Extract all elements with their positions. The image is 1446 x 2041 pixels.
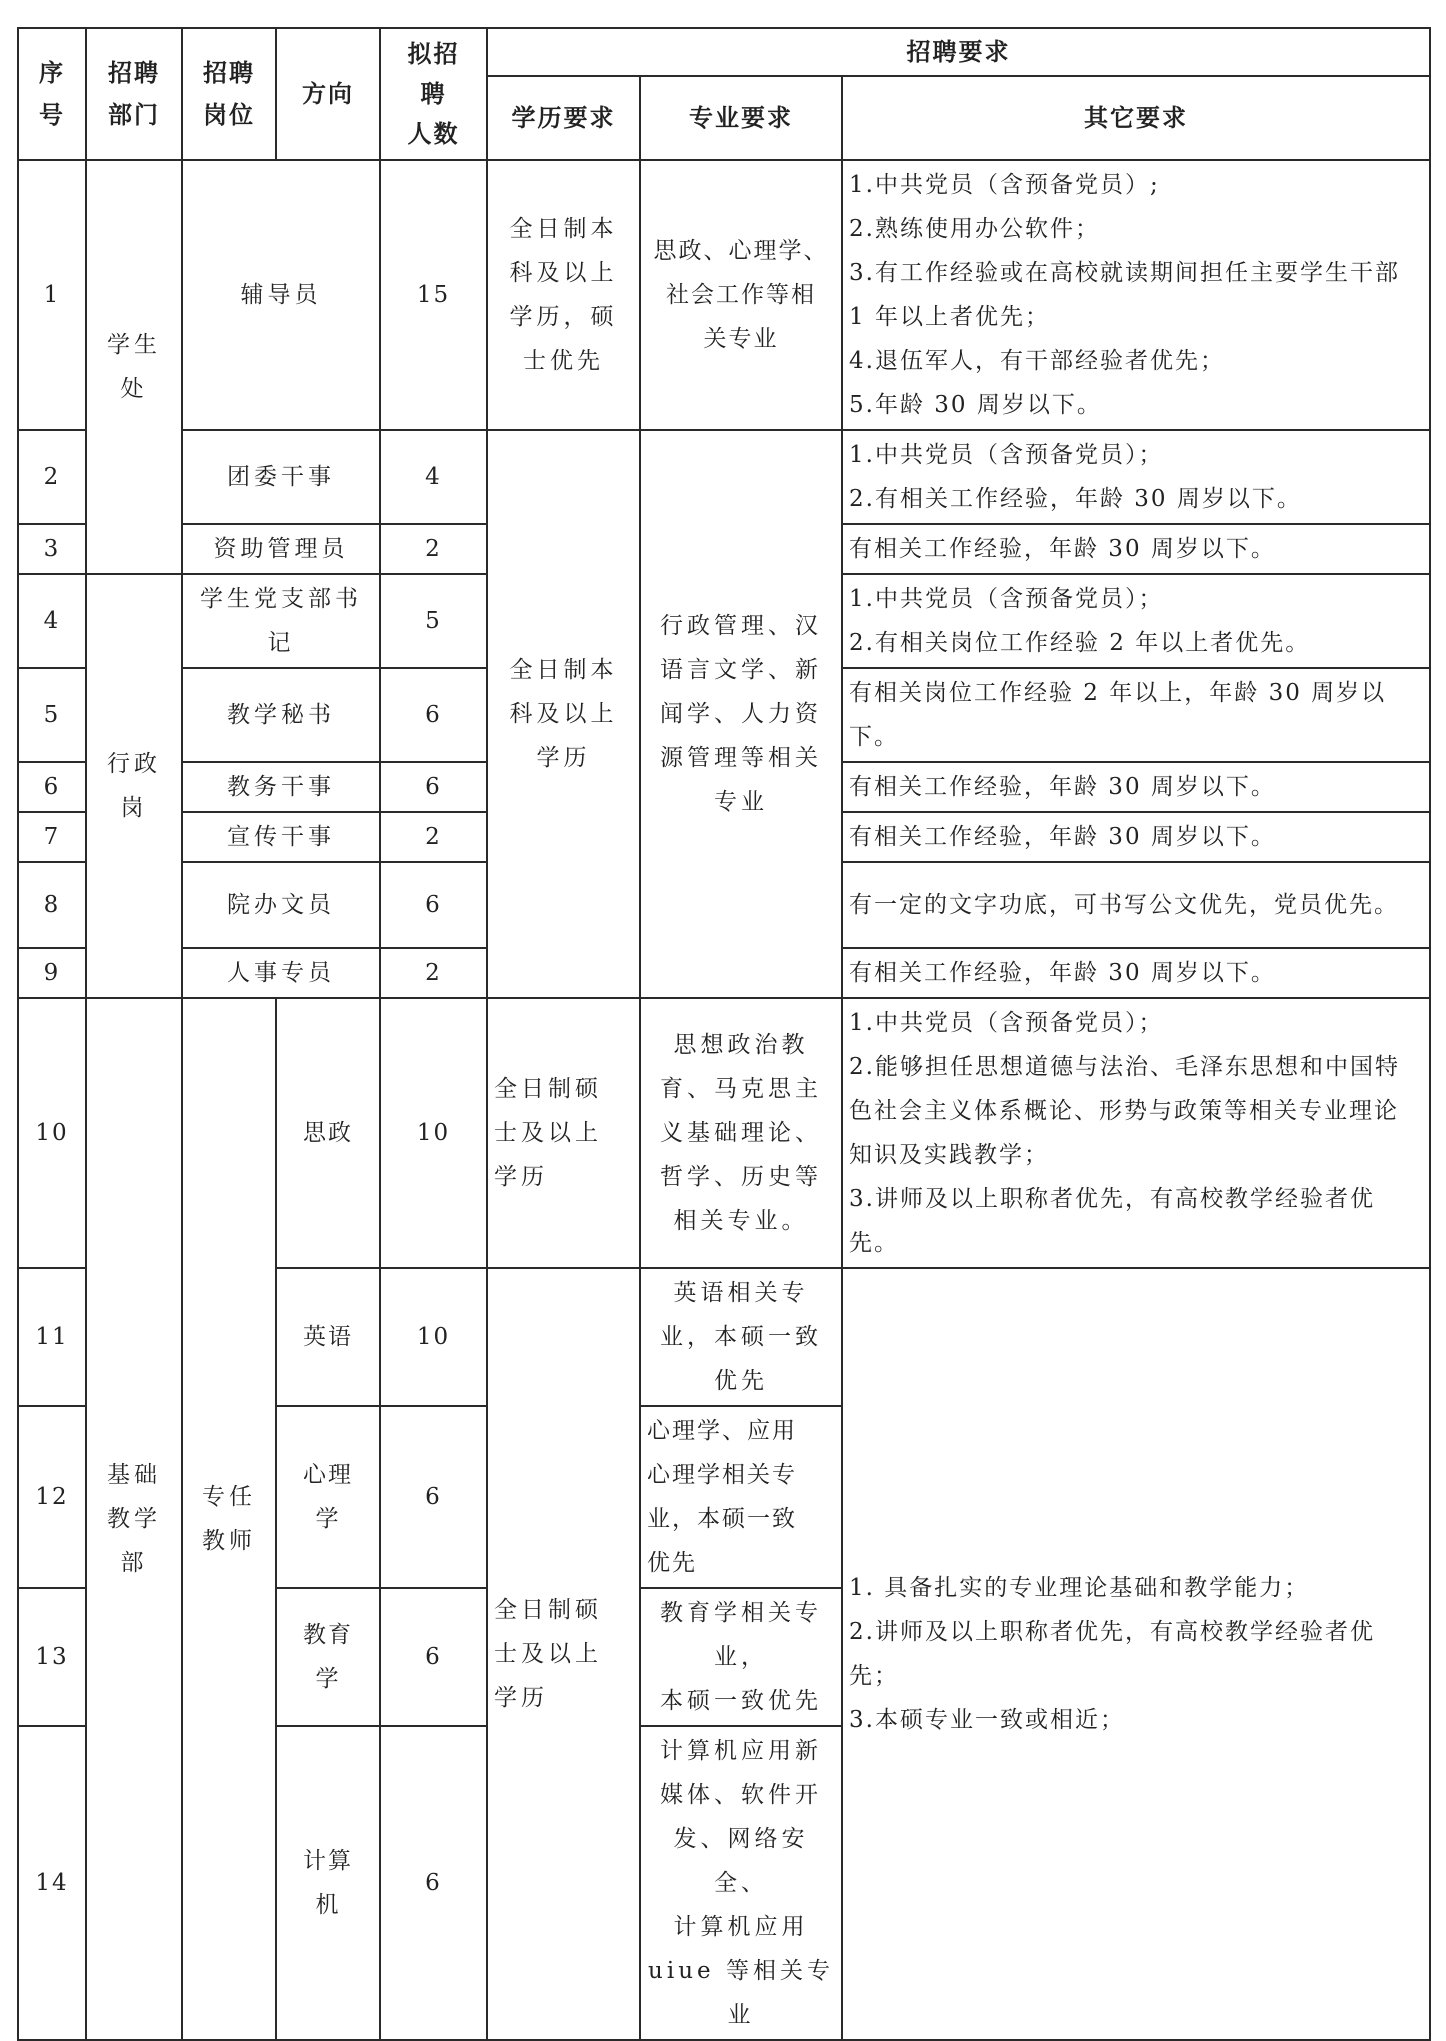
row-no: 8 xyxy=(18,862,86,948)
row-other: 1.中共党员（含预备党员）； 2.能够担任思想道德与法治、毛泽东思想和中国特色社会主义体系概论、形势与政策等相关专业理论知识及实践教学； 3.讲师及以上职称者优先，有高校教学经验者优先。 xyxy=(842,998,1430,1268)
header-major: 专业要求 xyxy=(640,76,842,160)
row-no: 14 xyxy=(18,1726,86,2040)
other-11-14: 1. 具备扎实的专业理论基础和教学能力； 2.讲师及以上职称者优先，有高校教学经验者优先； 3.本硕专业一致或相近； xyxy=(842,1268,1430,2040)
recruitment-table xyxy=(17,27,1431,2041)
row-other: 1.中共党员（含预备党员）； 2.有相关工作经验，年龄 30 周岁以下。 xyxy=(842,430,1430,524)
row-count: 6 xyxy=(380,1406,487,1588)
row-other: 有相关工作经验，年龄 30 周岁以下。 xyxy=(842,812,1430,862)
header-count: 拟招 聘 人数 xyxy=(380,28,487,160)
header-edu: 学历要求 xyxy=(487,76,640,160)
row-no: 10 xyxy=(18,998,86,1268)
row-direction: 英语 xyxy=(276,1268,380,1406)
row-major: 计算机应用新 媒体、软件开 发、网络安全、 计算机应用 uiue 等相关专 业 xyxy=(640,1726,842,2040)
row-count: 2 xyxy=(380,948,487,998)
header-dept: 招聘 部门 xyxy=(86,28,182,160)
table-row xyxy=(18,160,1430,430)
major-10: 思想政治教 育、马克思主 义基础理论、 哲学、历史等 相关专业。 xyxy=(640,998,842,1268)
row-other: 有相关工作经验，年龄 30 周岁以下。 xyxy=(842,762,1430,812)
dept-student: 学生 处 xyxy=(86,160,182,574)
row-count: 2 xyxy=(380,812,487,862)
edu-11-14: 全日制硕 士及以上 学历 xyxy=(487,1268,640,2040)
row-count: 10 xyxy=(380,998,487,1268)
header-direction: 方向 xyxy=(276,28,380,160)
row-count: 10 xyxy=(380,1268,487,1406)
edu-1: 全日制本 科及以上 学历，硕 士优先 xyxy=(487,160,640,430)
row-major: 教育学相关专 业， 本硕一致优先 xyxy=(640,1588,842,1726)
row-other: 有相关岗位工作经验 2 年以上，年龄 30 周岁以下。 xyxy=(842,668,1430,762)
row-other: 1.中共党员（含预备党员）; 2.熟练使用办公软件； 3.有工作经验或在高校就读期间担任主要学生干部 1 年以上者优先； 4.退伍军人，有干部经验者优先； 5.年龄 30 周岁以下。 xyxy=(842,160,1430,430)
row-count: 4 xyxy=(380,430,487,524)
row-no: 12 xyxy=(18,1406,86,1588)
edu-2-9: 全日制本 科及以上 学历 xyxy=(487,430,640,998)
row-no: 6 xyxy=(18,762,86,812)
row-count: 6 xyxy=(380,1726,487,2040)
row-count: 15 xyxy=(380,160,487,430)
major-1: 思政、心理学、 社会工作等相 关专业 xyxy=(640,160,842,430)
row-count: 2 xyxy=(380,524,487,574)
row-major: 英语相关专 业，本硕一致 优先 xyxy=(640,1268,842,1406)
header-requirements: 招聘要求 xyxy=(487,28,1430,76)
row-direction: 计算 机 xyxy=(276,1726,380,2040)
row-no: 4 xyxy=(18,574,86,668)
header-post: 招聘 岗位 xyxy=(182,28,276,160)
row-count: 5 xyxy=(380,574,487,668)
dept-basic: 基础 教学 部 xyxy=(86,998,182,2040)
row-post: 教务干事 xyxy=(182,762,380,812)
header-other: 其它要求 xyxy=(842,76,1430,160)
row-major: 心理学、应用 心理学相关专 业，本硕一致 优先 xyxy=(640,1406,842,1588)
major-2-9: 行政管理、汉 语言文学、新 闻学、人力资 源管理等相关 专业 xyxy=(640,430,842,998)
row-other: 有相关工作经验，年龄 30 周岁以下。 xyxy=(842,948,1430,998)
edu-10: 全日制硕 士及以上 学历 xyxy=(487,998,640,1268)
row-other: 1.中共党员（含预备党员）； 2.有相关岗位工作经验 2 年以上者优先。 xyxy=(842,574,1430,668)
row-no: 7 xyxy=(18,812,86,862)
row-post: 辅导员 xyxy=(182,160,380,430)
row-no: 9 xyxy=(18,948,86,998)
row-other: 有一定的文字功底，可书写公文优先，党员优先。 xyxy=(842,862,1430,948)
row-direction: 思政 xyxy=(276,998,380,1268)
row-other: 有相关工作经验，年龄 30 周岁以下。 xyxy=(842,524,1430,574)
row-post: 教学秘书 xyxy=(182,668,380,762)
row-direction: 心理 学 xyxy=(276,1406,380,1588)
row-no: 13 xyxy=(18,1588,86,1726)
header-seq: 序 号 xyxy=(18,28,86,160)
row-no: 1 xyxy=(18,160,86,430)
row-no: 3 xyxy=(18,524,86,574)
row-post: 人事专员 xyxy=(182,948,380,998)
row-post: 宣传干事 xyxy=(182,812,380,862)
row-count: 6 xyxy=(380,1588,487,1726)
row-post: 资助管理员 xyxy=(182,524,380,574)
row-post: 团委干事 xyxy=(182,430,380,524)
row-no: 2 xyxy=(18,430,86,524)
table-row xyxy=(18,430,1430,524)
row-no: 11 xyxy=(18,1268,86,1406)
dept-admin: 行政 岗 xyxy=(86,574,182,998)
table-row xyxy=(18,998,1430,1268)
row-no: 5 xyxy=(18,668,86,762)
row-post: 学生党支部书 记 xyxy=(182,574,380,668)
row-post: 院办文员 xyxy=(182,862,380,948)
row-direction: 教育 学 xyxy=(276,1588,380,1726)
post-teacher: 专任 教师 xyxy=(182,998,276,2040)
row-count: 6 xyxy=(380,862,487,948)
row-count: 6 xyxy=(380,762,487,812)
row-count: 6 xyxy=(380,668,487,762)
